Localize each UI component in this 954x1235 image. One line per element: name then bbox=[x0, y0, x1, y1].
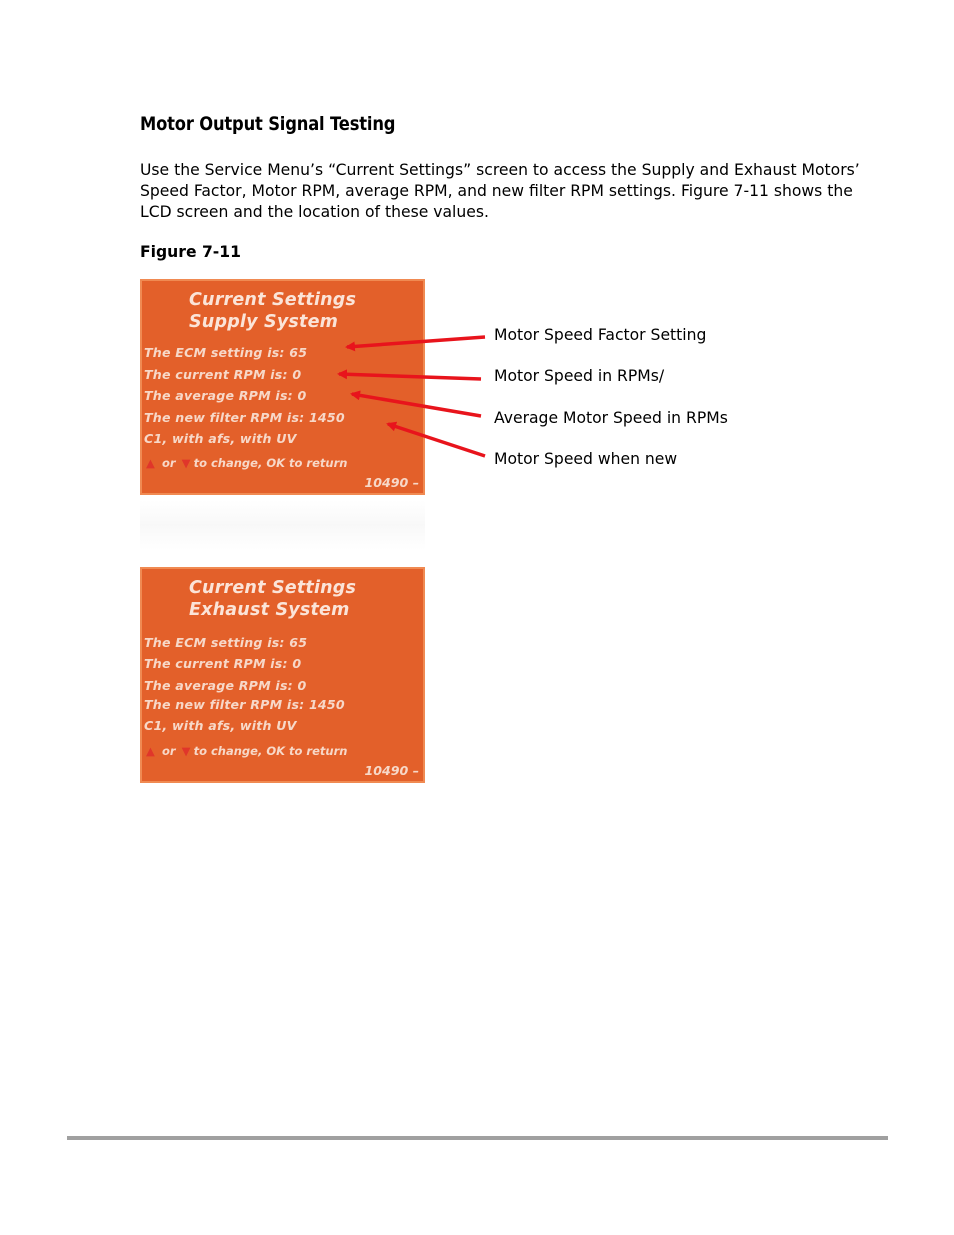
intro-line: LCD screen and the location of these values. bbox=[140, 203, 489, 221]
callout-speed-factor: Motor Speed Factor Setting bbox=[494, 326, 707, 344]
lcd-code: 10490 – bbox=[364, 475, 419, 490]
lcd-subtitle: Exhaust System bbox=[189, 600, 350, 620]
lcd-current-rpm: The current RPM is: 0 bbox=[144, 367, 302, 382]
down-arrow-icon: ▼ bbox=[181, 744, 191, 758]
lcd-config-line: C1, with afs, with UV bbox=[144, 718, 297, 733]
section-heading: Motor Output Signal Testing bbox=[140, 113, 396, 135]
up-arrow-icon: ▲ bbox=[146, 744, 155, 758]
callout-new-rpm: Motor Speed when new bbox=[494, 450, 678, 468]
lcd-new-filter-rpm: The new filter RPM is: 1450 bbox=[144, 697, 345, 712]
lcd-nav-text: to change, OK to return bbox=[193, 456, 348, 470]
callout-average-rpm: Average Motor Speed in RPMs bbox=[494, 409, 728, 427]
callout-arrow-speed-factor bbox=[347, 337, 485, 347]
lcd-nav-or: or bbox=[162, 744, 176, 758]
lcd-screen-exhaust bbox=[140, 567, 425, 783]
down-arrow-icon: ▼ bbox=[181, 456, 191, 470]
lcd-current-rpm: The current RPM is: 0 bbox=[144, 656, 302, 671]
up-arrow-icon: ▲ bbox=[146, 456, 155, 470]
callout-arrows bbox=[0, 0, 954, 520]
lcd-ecm-setting: The ECM setting is: 65 bbox=[144, 635, 308, 650]
callout-arrow-new-rpm bbox=[388, 424, 485, 456]
callout-arrow-current-rpm bbox=[339, 374, 481, 379]
lcd-title: Current Settings bbox=[189, 578, 357, 598]
lcd-average-rpm: The average RPM is: 0 bbox=[144, 388, 307, 403]
lcd-nav-or: or bbox=[162, 456, 176, 470]
lcd-subtitle: Supply System bbox=[189, 312, 339, 332]
figure-label: Figure 7-11 bbox=[140, 243, 241, 261]
lcd-code: 10490 – bbox=[364, 763, 419, 778]
lcd-ecm-setting: The ECM setting is: 65 bbox=[144, 345, 308, 360]
intro-line: Speed Factor, Motor RPM, average RPM, and new filter RPM settings. Figure 7-11 shows the bbox=[140, 182, 853, 200]
lcd-config-line: C1, with afs, with UV bbox=[144, 431, 297, 446]
footer-rule bbox=[67, 1136, 888, 1140]
intro-line: Use the Service Menu’s “Current Settings” screen to access the Supply and Exhaust Motors’ bbox=[140, 161, 860, 179]
callout-current-rpm: Motor Speed in RPMs/ bbox=[494, 367, 665, 385]
lcd-average-rpm: The average RPM is: 0 bbox=[144, 678, 307, 693]
callout-arrow-average-rpm bbox=[352, 394, 481, 416]
lcd-nav-hint bbox=[146, 744, 347, 758]
lcd-title: Current Settings bbox=[189, 290, 357, 310]
lcd-new-filter-rpm: The new filter RPM is: 1450 bbox=[144, 410, 345, 425]
lcd-nav-text: to change, OK to return bbox=[193, 744, 348, 758]
